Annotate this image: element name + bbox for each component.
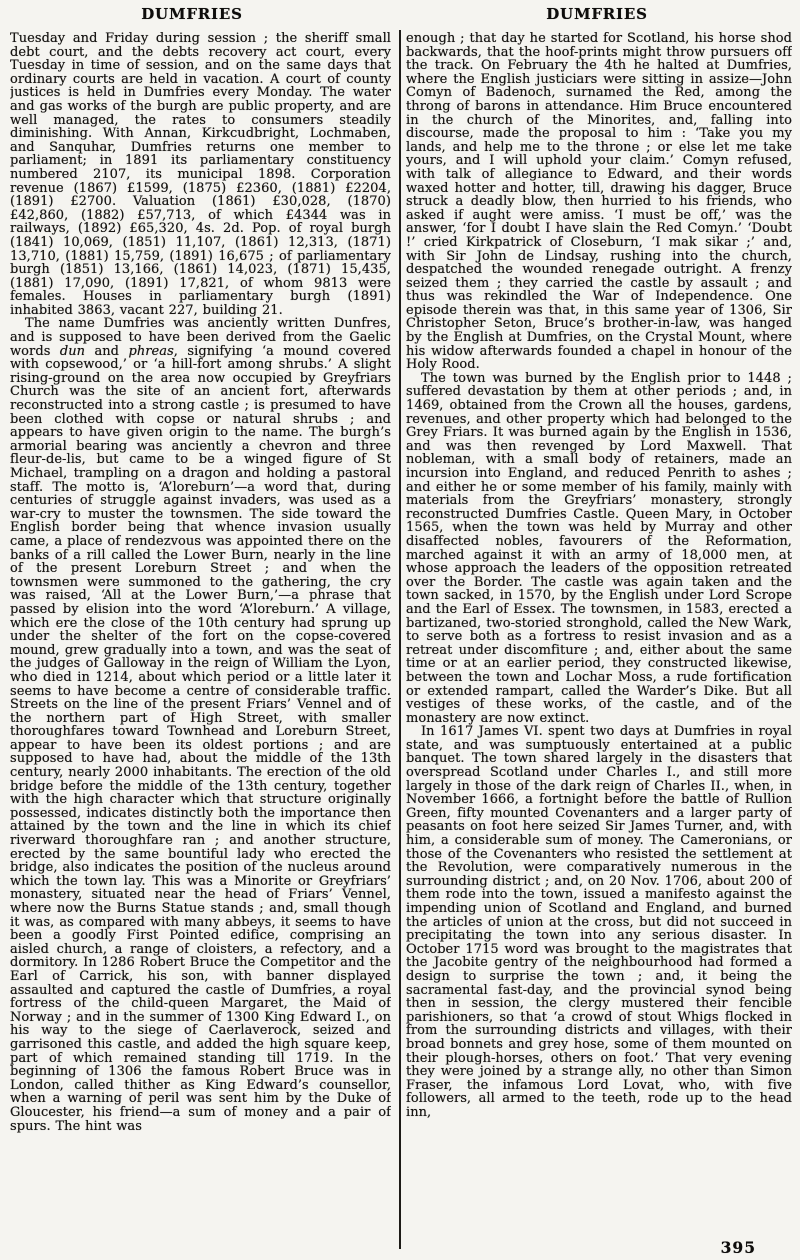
running-head-right: DUMFRIES (546, 5, 648, 23)
history-text-segment: The name Dumfries was anciently written Dunfres, and is supposed to have been derived from the Gaelic words (10, 316, 391, 359)
paragraph-burnings-and-castle: The town was burned by the English prior to 1448 ; suffered devastation by them at other periods ; and, in 1469, obtained from the Crown all the houses, gardens, revenues, and other property which had belonged to the Grey Friars. It was burned again by the English in 1536, and was then revenged by Lord Maxwell. That nobleman, with a small body of retainers, made an incursion into England, and reduced Penrith to ashes ; and either he or some member of his family, mainly with materials from the Greyfriars’ monastery, strongly reconstructed Dumfries Castle. Queen Mary, in October 1565, when the town was held by Murray and other disaffected nobles, favourers of the Reformation, marched against it with an army of 18,000 men, at whose approach the leaders of the opposition retreated over the Border. The castle was again taken and the town sacked, in 1570, by the English under Lord Scrope and the Earl of Essex. The townsmen, in 1583, erected a bartizaned, two-storied stronghold, called the New Wark, to serve both as a fortress to resist invasion and as a retreat under discomfiture ; and, either about the same time or at an earlier period, they constructed likewise, between the town and Lochar Moss, a rude fortification or extended rampart, called the Warder’s Dike. But all vestiges of these works, of the castle, and of the monastery are now extinct. (406, 370, 792, 726)
paragraph-stuart-era-events: In 1617 James VI. spent two days at Dumfries in royal state, and was sumptuously entertained at a public banquet. The town shared largely in the disasters that overspread Scotland under Charles I., and still more largely in those of the dark reign of Charles II., when, in November 1666, a fortnight before the battle of Rullion Green, fifty mounted Covenanters and a larger party of peasants on foot here seized Sir James Turner, and, with him, a considerable sum of money. The Cameronians, or those of the Covenanters who resisted the settlement at the Revolution, were comparatively numerous in the surrounding district ; and, on 20 Nov. 1706, about 200 of them rode into the town, issued a manifesto against the impending union of Scotland and England, and burned the articles of union at the cross, but did not succeed in precipitating the town into any serious disaster. In October 1715 word was brought to the magistrates that the Jacobite gentry of the neighbourhood had formed a design to surprise the town ; and, it being the sacramental fast-day, and the provincial synod being then in session, the clergy mustered their fencible parishioners, so that ‘a crowd of stout Whigs flocked in from the surrounding districts and villages, with their broad bonnets and grey hose, some of them mounted on their plough-horses, others on foot.’ That very evening they were joined by a strange ally, no other than Simon Fraser, the infamous Lord Lovat, who, with five followers, all armed to the teeth, rode up to the head inn, (406, 724, 792, 1120)
running-head-left: DUMFRIES (141, 5, 243, 23)
gaelic-word-dun: dun (59, 343, 86, 359)
left-column (10, 32, 391, 1246)
history-text-segment: and (85, 343, 129, 359)
text-columns (10, 32, 792, 1246)
page-number: 395 (720, 1238, 756, 1257)
right-column (406, 32, 792, 1246)
paragraph-name-and-history (10, 317, 391, 1133)
gaelic-word-phreas: phreas (128, 343, 174, 359)
paragraph-civic-statistics: Tuesday and Friday during session ; the sheriff small debt court, and the debts recovery act court, every Tuesday in time of session, and on the same days that ordinary courts are held in vacation. A court of county justices is held in Dumfries every Monday. The water and gas works of the burgh are public property, and are well managed, the rates to consumers steadily diminishing. With Annan, Kirkcudbright, Lochmaben, and Sanquhar, Dumfries returns one member to parliament; in 1891 its parliamentary constituency numbered 2107, its municipal 1898. Corporation revenue (1867) £1599, (1875) £2360, (1881) £2204, (1891) £2700. Valuation (1861) £30,028, (1870) £42,860, (1882) £57,713, of which £4344 was in railways, (1892) £65,320, 4s. 2d. Pop. of royal burgh (1841) 10,069, (1851) 11,107, (1861) 12,313, (1871) 13,710, (1881) 15,759, (1891) 16,675 ; of parliamentary burgh (1851) 13,166, (1861) 14,023, (1871) 15,435, (1881) 17,090, (1891) 17,821, of whom 9813 were females. Houses in parliamentary burgh (1891) inhabited 3863, vacant 227, building 21. (10, 32, 391, 318)
paragraph-bruce-comyn-continuation: enough ; that day he started for Scotland, his horse shod backwards, that the hoof-prints might throw pursuers off the track. On February the 4th he halted at Dumfries, where the English justiciars were sitting in assize—John Comyn of Badenoch, surnamed the Red, among the throng of barons in attendance. Him Bruce encountered in the church of the Minorites, and, falling into discourse, made the proposal to him : ‘Take you my lands, and help me to the throne ; or else let me take yours, and I will uphold your claim.’ Comyn refused, with talk of allegiance to Edward, and their words waxed hotter and hotter, till, drawing his dagger, Bruce struck a deadly blow, then hurried to his friends, who asked if aught were amiss. ‘I must be off,’ was the answer, ‘for I doubt I have slain the Red Comyn.’ ‘Doubt !’ cried Kirkpatrick of Closeburn, ‘I mak sikar ;’ and, with Sir John de Lindsay, rushing into the church, despatched the wounded renegade outright. A frenzy seized them ; they carried the castle by assault ; and thus was rekindled the War of Independence. One episode therein was that, in this same year of 1306, Sir Christopher Seton, Bruce’s brother-in-law, was hanged by the English at Dumfries, on the Crystal Mount, where his widow afterwards founded a chapel in honour of the Holy Rood. (406, 32, 792, 373)
running-heads (0, 5, 800, 23)
history-text-segment: , signifying ‘a mound covered with copsewood,’ or ‘a hill-fort among shrubs.’ A slight rising-ground on the area now occupied by Greyfriars Church was the site of an ancient fort, afterwards reconstructed into a strong castle ; is presumed to have been clothed with copse or natural shrubs ; and appears to have given origin to the name. The burgh’s armorial bearing was anciently a chevron and three fleur-de-lis, but came to be a winged figure of St Michael, trampling on a dragon and holding a pastoral staff. The motto is, ‘A’loreburn’—a word that, during centuries of struggle against invaders, was used as a war-cry to muster the townsmen. The side toward the English border being that whence invasion usually came, a place of rendezvous was appointed there on the banks of a rill called the Lower Burn, nearly in the line of the present Loreburn Street ; and when the townsmen were summoned to the gathering, the cry was raised, ‘All at the Lower Burn,’—a phrase that passed by elision into the word ‘A’loreburn.’ A village, which ere the close of the 10th century had sprung up under the shelter of the fort on the copse-covered mound, grew gradually into a town, and was the seat of the judges of Galloway in the reign of William the Lyon, who died in 1214, about which period or a little later it seems to have become a centre of considerable traffic. Streets on the line of the present Friars’ Vennel and of the northern part of High Street, with smaller thoroughfares toward Townhead and Loreburn Street, appear to have been its oldest portions ; and are supposed to have had, about the middle of the 13th century, nearly 2000 inhabitants. The erection of the old bridge before the middle of the 13th century, together with the high character which that structure originally possessed, indicates distinctly both the importance then attained by the town and the line in which its chief riverward thoroughfare ran ; and another structure, erected by the same bountiful lady who erected the bridge, also indicates the position of the nucleus around which the town lay. This was a Minorite or Greyfriars’ monastery, situated near the head of Friars’ Vennel, where now the Burns Statue stands ; and, small though it was, as compared with many abbeys, it seems to have been a goodly First Pointed edifice, comprising an aisled church, a range of cloisters, a refectory, and a dormitory. In 1286 Robert Bruce the Competitor and the Earl of Carrick, his son, with banner displayed assaulted and captured the castle of Dumfries, a royal fortress of the child-queen Margaret, the Maid of Norway ; and in the summer of 1300 King Edward I., on his way to the siege of Caerlaverock, seized and garrisoned this castle, and added the high square keep, part of which remained standing till 1719. In the beginning of 1306 the famous Robert Bruce was in London, called thither as King Edward’s counsellor, when a warning of peril was sent him by the Duke of Gloucester, his friend—a sum of money and a pair of spurs. The hint was (10, 343, 391, 1134)
